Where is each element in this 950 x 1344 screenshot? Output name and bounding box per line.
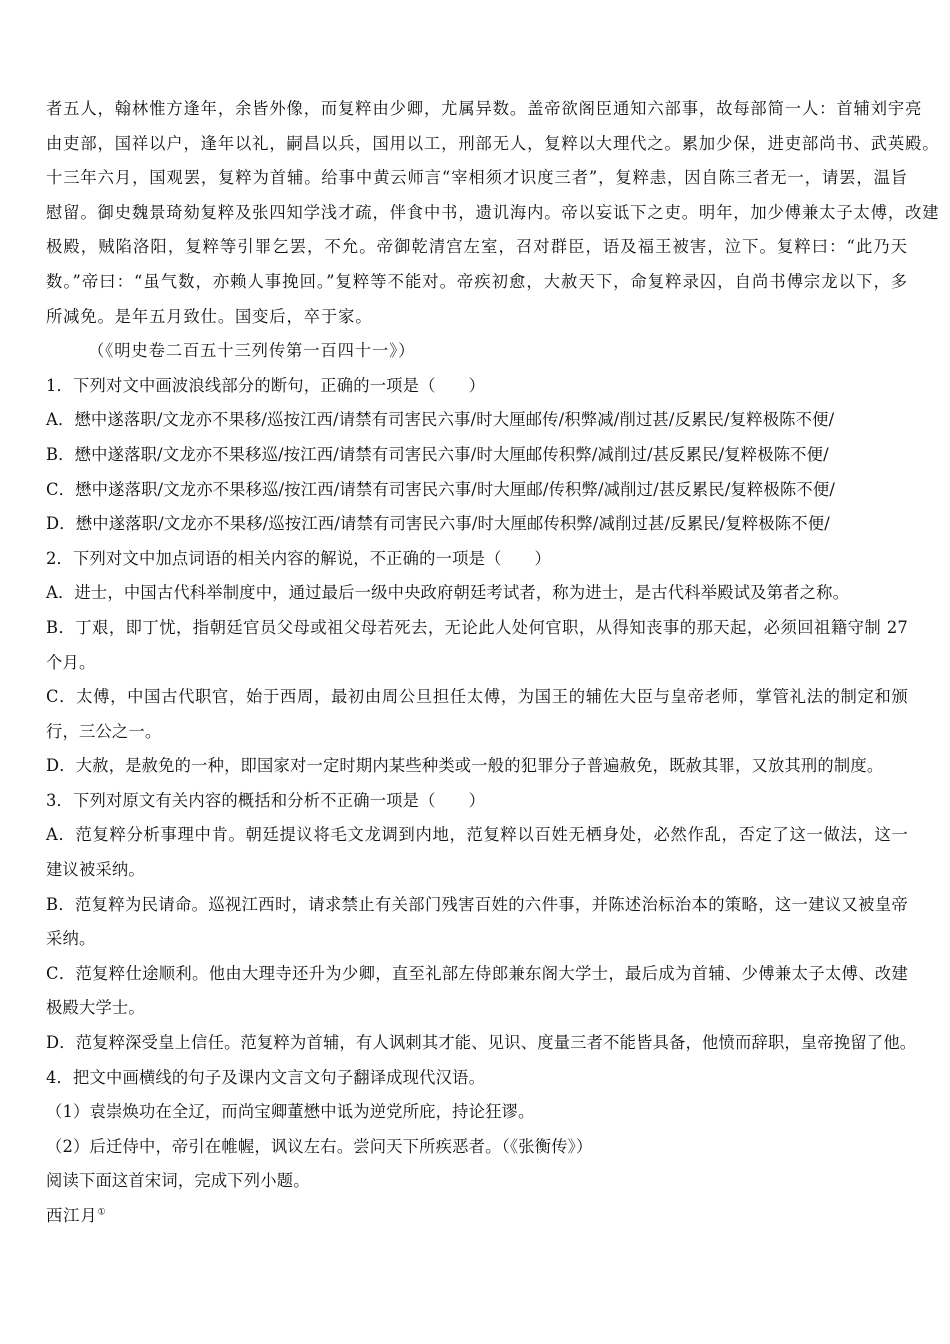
question-2-option-c: C．太傅，中国古代职官，始于西周，最初由周公旦担任太傅，为国王的辅佐大臣与皇帝老师，掌管礼法的制定和颁 [46,687,908,707]
passage-source: （《明史卷二百五十三列传第一百四十一》） [88,341,416,361]
question-2-option-b: B．丁艰，即丁忧，指朝廷官员父母或祖父母若死去，无论此人处何官职，从得知丧事的那天起，必须回祖籍守制 27 [46,617,908,637]
question-2-option-b-cont: 个月。 [46,652,96,672]
passage-line: 慰留。御史魏景琦劾复粹及张四知学浅才疏，伴食中书，遗讥海内。帝以妄诋下之吏。明年，加少傅兼太子太傅，改建 [46,202,940,222]
poem-intro: 阅读下面这首宋词，完成下列小题。 [46,1171,310,1191]
question-4-sentence-2: （2）后迁侍中，帝引在帷幄，讽议左右。尝问天下所疾恶者。（《张衡传》） [46,1136,593,1156]
question-3-option-d: D．范复粹深受皇上信任。范复粹为首辅，有人讽刺其才能、见识、度量三者不能皆具备，他愤而辞职，皇帝挽留了他。 [46,1033,917,1053]
question-2-option-c-cont: 行，三公之一。 [46,721,162,741]
question-4-sentence-1: （1）袁崇焕功在全辽，而尚宝卿董懋中诋为逆党所庇，持论狂谬。 [46,1102,535,1122]
question-2-option-d: D．大赦，是赦免的一种，即国家对一定时期内某些种类或一般的犯罪分子普遍赦免，既赦其罪，又放其刑的制度。 [46,756,884,776]
question-3-option-b: B．范复粹为民请命。巡视江西时，请求禁止有关部门残害百姓的六件事，并陈述治标治本的策略，这一建议又被皇帝 [46,894,908,914]
question-4-stem: 4．把文中画横线的句子及课内文言文句子翻译成现代汉语。 [46,1067,486,1087]
question-2-stem: 2．下列对文中加点词语的相关内容的解说，不正确的一项是（ ） [46,548,551,568]
passage-line: 数。”帝曰：“虽气数，亦赖人事挽回。”复粹等不能对。帝疾初愈，大赦天下，命复粹录囚，自尚书傅宗龙以下，多 [46,271,908,291]
question-3-stem: 3．下列对原文有关内容的概括和分析不正确一项是（ ） [46,790,486,810]
question-2-option-a: A．进士，中国古代科举制度中，通过最后一级中央政府朝廷考试者，称为进士，是古代科举殿试及第者之称。 [46,583,850,603]
question-3-option-c: C．范复粹仕途顺利。他由大理寺还升为少卿，直至礼部左侍郎兼东阁大学士，最后成为首辅、少傅兼太子太傅、改建 [46,963,908,983]
passage-line: 极殿，贼陷洛阳，复粹等引罪乞罢，不允。帝御乾清宫左室，召对群臣，语及福王被害，泣下。复粹曰：“此乃天 [46,237,908,257]
question-3-option-a-cont: 建议被采纳。 [46,860,145,880]
question-1-option-c: C．懋中遂落职/文龙亦不果移巡/按江西/请禁有司害民六事/时大厘邮/传积弊/减削过/甚反累民/复粹极陈不便/ [46,479,836,499]
passage-line: 者五人，翰林惟方逢年，余皆外像，而复粹由少卿，尤属异数。盖帝欲阁臣通知六部事，故每部简一人：首辅刘宇亮 [46,99,923,118]
question-1-option-d: D．懋中遂落职/文龙亦不果移/巡按江西/请禁有司害民六事/时大厘邮传积弊/减削过甚/反累民/复粹极陈不便/ [46,514,830,534]
question-3-option-c-cont: 极殿大学士。 [46,998,145,1018]
poem-title-footnote-mark: ① [97,1207,107,1218]
question-1-option-a: A．懋中遂落职/文龙亦不果移/巡按江西/请禁有司害民六事/时大厘邮传/积弊减/削过甚/反累民/复粹极陈不便/ [46,410,835,430]
poem-title-text: 西江月 [46,1206,98,1225]
document-page [46,92,940,1234]
passage-line: 十三年六月，国观罢，复粹为首辅。给事中黄云师言“宰相须才识度三者”，复粹恚，因自陈三者无一，请罢，温旨 [46,168,908,188]
question-1-stem: 1．下列对文中画波浪线部分的断句，正确的一项是（ ） [46,375,486,395]
passage-line: 由吏部，国祥以户，逢年以礼，嗣昌以兵，国用以工，刑部无人，复粹以大理代之。累加少保，进吏部尚书、武英殿。 [46,133,940,153]
question-1-option-b: B．懋中遂落职/文龙亦不果移巡/按江西/请禁有司害民六事/时大厘邮传积弊/减削过/甚反累民/复粹极陈不便/ [46,444,829,464]
poem-title [46,1199,908,1234]
passage-line: 所减免。是年五月致仕。国变后，卒于家。 [46,306,373,326]
question-3-option-b-cont: 采纳。 [46,929,96,949]
question-3-option-a: A．范复粹分析事理中肯。朝廷提议将毛文龙调到内地，范复粹以百姓无栖身处，必然作乱，否定了这一做法，这一 [46,825,908,845]
